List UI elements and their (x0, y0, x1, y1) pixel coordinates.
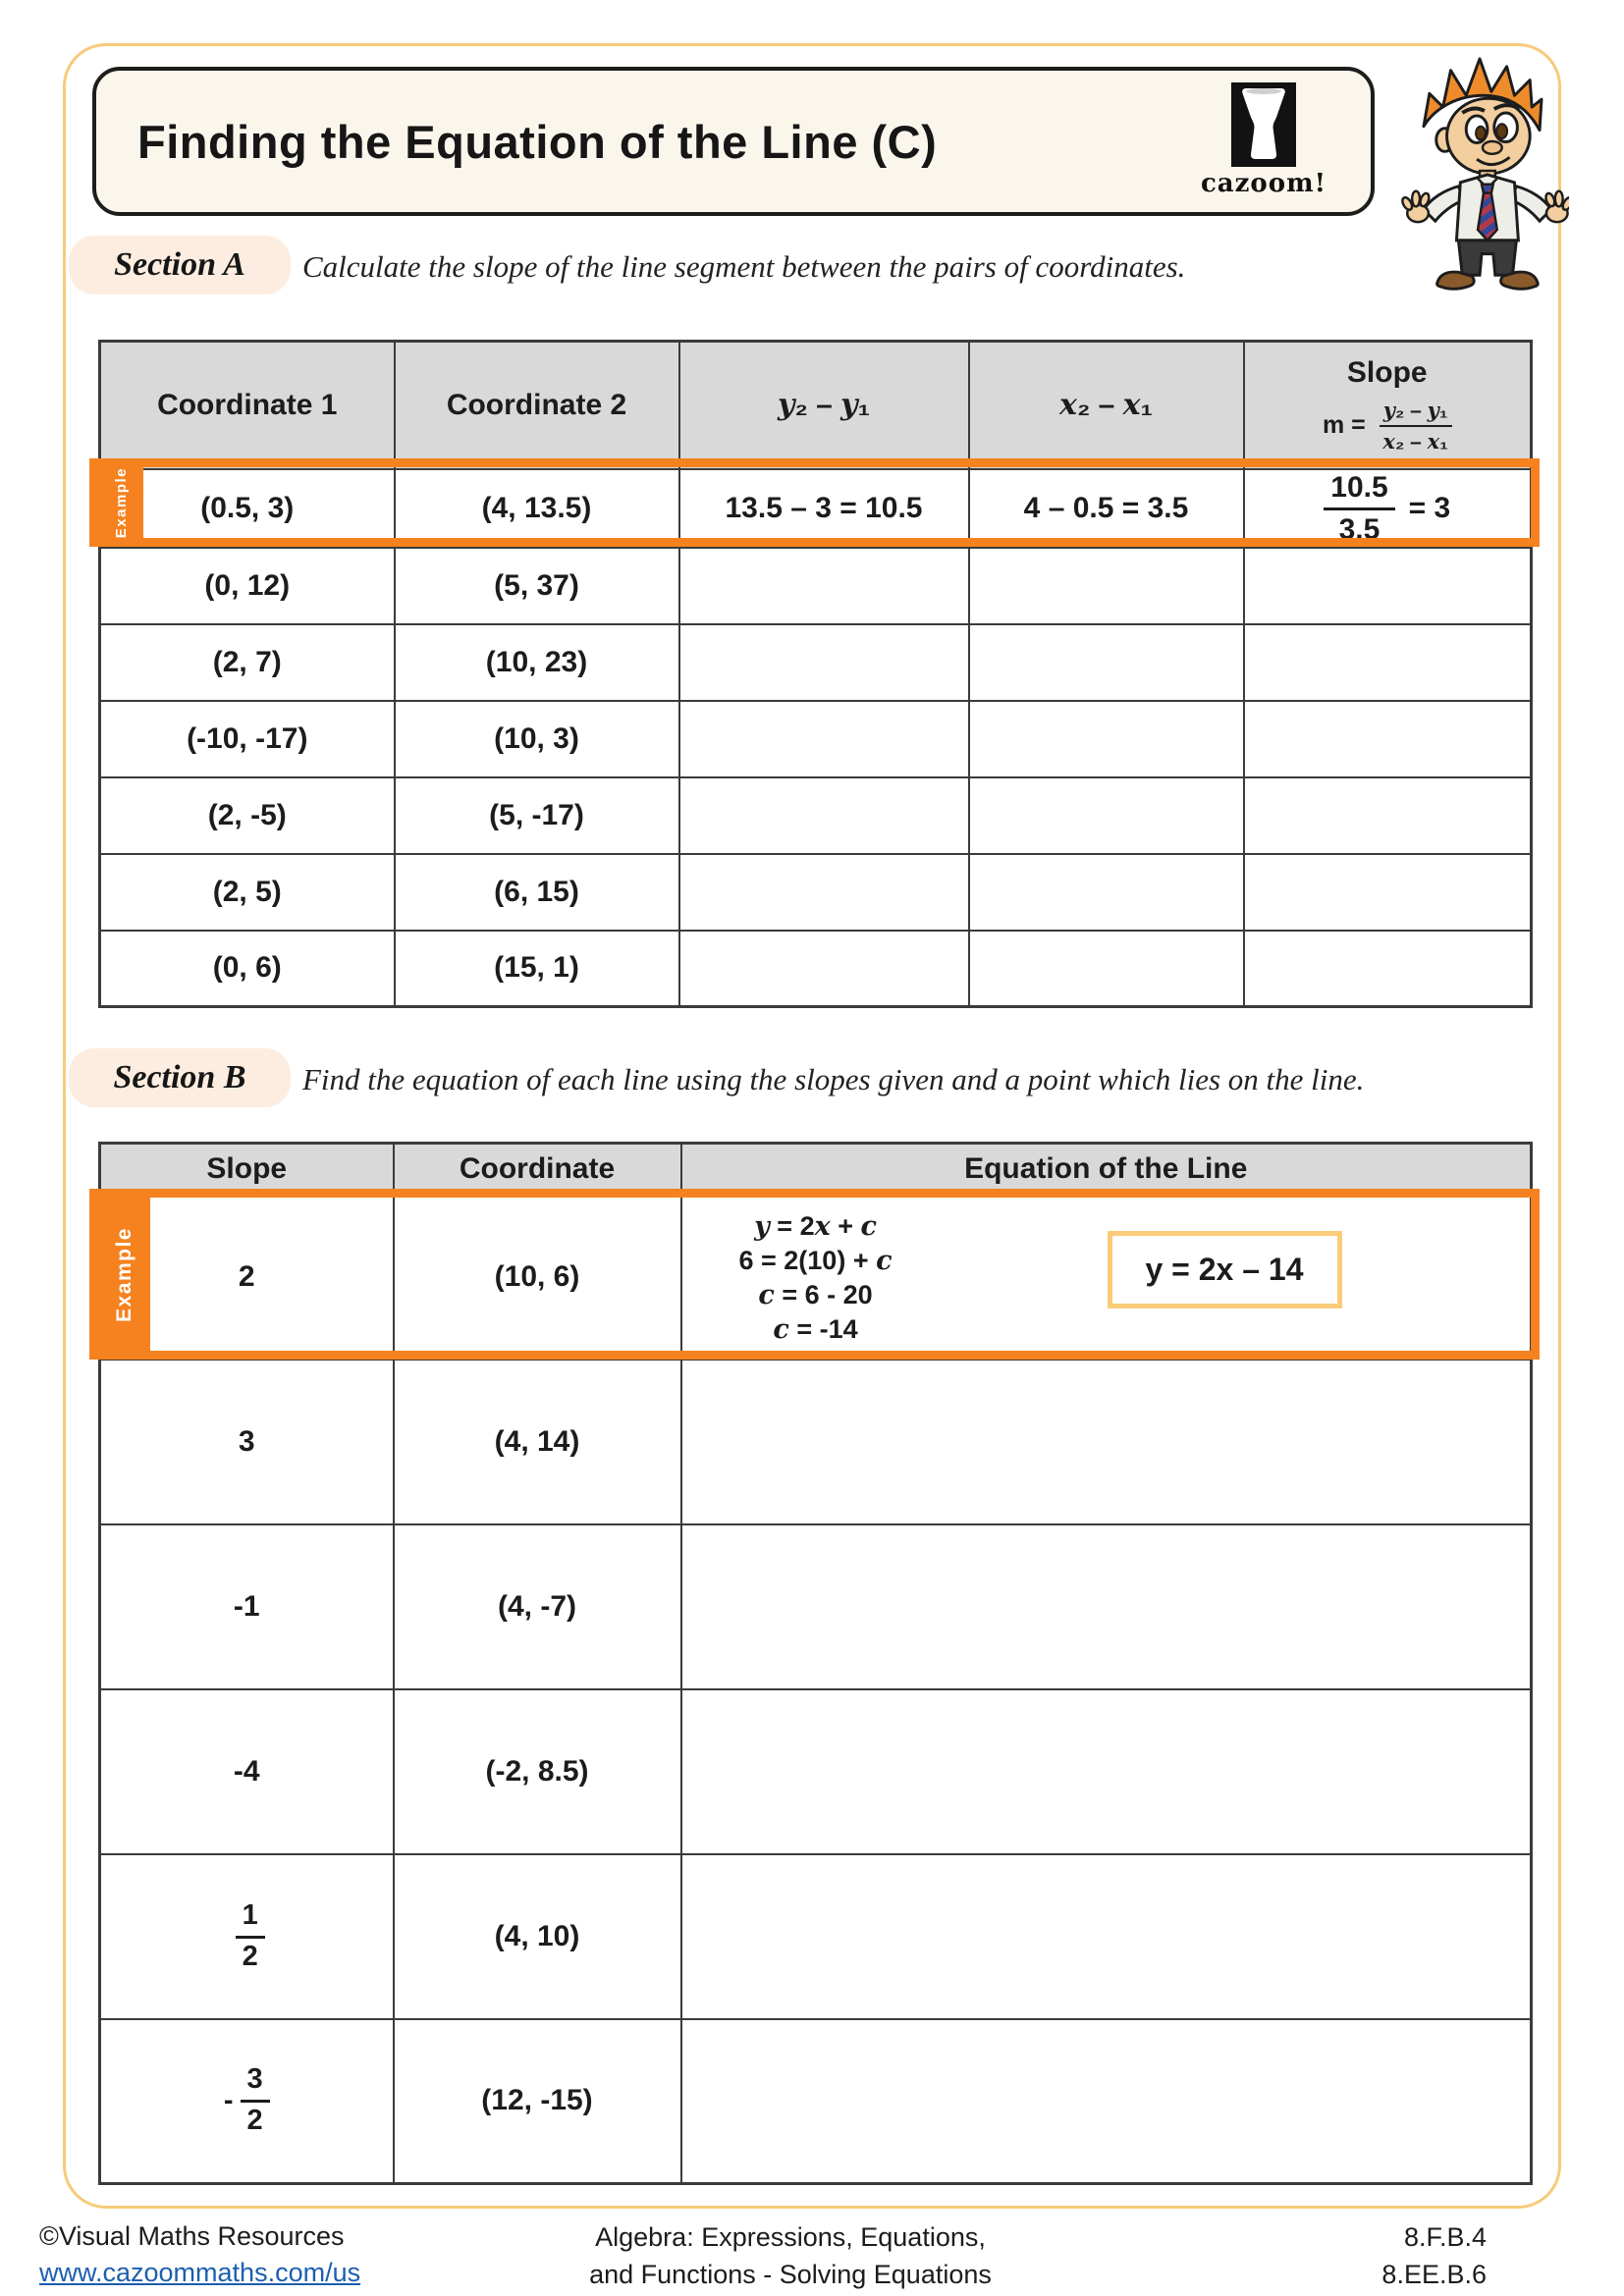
coordinate-cell: (12, -15) (394, 2019, 681, 2184)
cazoom-logo (1190, 82, 1337, 198)
section-a-table (98, 340, 1533, 1008)
dy-answer-cell (679, 548, 969, 624)
slope-answer-cell (1244, 624, 1532, 701)
example-slope-cell: 2 (100, 1195, 394, 1360)
example-dy-cell: 13.5 – 3 = 10.5 (679, 469, 969, 548)
coordinate1-cell: (2, 5) (100, 854, 395, 931)
footer-standards (1381, 2218, 1487, 2293)
example-tab: Example (98, 467, 143, 538)
equation-answer-cell (681, 1524, 1532, 1689)
column-header-slope (1244, 342, 1532, 469)
section-a-pill (69, 236, 291, 294)
coordinate-cell: (4, 14) (394, 1360, 681, 1524)
coordinate-cell: (4, -7) (394, 1524, 681, 1689)
column-header-coordinate2: Coordinate 2 (395, 342, 679, 469)
equation-answer-cell (681, 1360, 1532, 1524)
slope-fraction-cell: $\frac{1}{2}$ (100, 1854, 394, 2019)
coordinate1-cell: (2, -5) (100, 777, 395, 854)
slope-answer-cell (1244, 931, 1532, 1007)
example-dx-cell: 4 – 0.5 = 3.5 (969, 469, 1244, 548)
example-tab: Example (98, 1198, 150, 1351)
section-b-table (98, 1142, 1533, 2185)
dy-answer-cell (679, 701, 969, 777)
section-a-label: Section A (114, 246, 245, 283)
column-header-coordinate1: Coordinate 1 (100, 342, 395, 469)
slope-m-label: m = (1322, 411, 1366, 440)
slope-fraction-cell: - $\frac{3}{2}$ (100, 2019, 394, 2184)
example-coordinate1-cell: (0.5, 3) (100, 469, 395, 548)
dx-answer-cell (969, 931, 1244, 1007)
coordinate2-cell: (6, 15) (395, 854, 679, 931)
dy-answer-cell (679, 854, 969, 931)
example-coordinate-cell: (10, 6) (394, 1195, 681, 1360)
slope-answer-cell (1244, 548, 1532, 624)
djembe-drum-icon (1231, 82, 1296, 167)
dy-answer-cell (679, 624, 969, 701)
topic-line-2: and Functions - Solving Equations (589, 2260, 992, 2289)
dx-answer-cell (969, 701, 1244, 777)
example-working: y = 2x + c 6 = 2(10) + c c = 6 - 20 c = -14 (738, 1210, 893, 1345)
dy-answer-cell (679, 931, 969, 1007)
copyright-text: ©Visual Maths Resources (39, 2221, 345, 2251)
mascot-character (1394, 51, 1569, 293)
section-b-label: Section B (113, 1059, 246, 1095)
slope-cell: -1 (100, 1524, 394, 1689)
coordinate1-cell: (0, 12) (100, 548, 395, 624)
slope-header-label: Slope (1346, 355, 1428, 389)
dy-answer-cell (679, 777, 969, 854)
dx-answer-cell (969, 624, 1244, 701)
column-header-dy: y₂ – y₁ (679, 342, 969, 469)
example-coordinate2-cell: (4, 13.5) (395, 469, 679, 548)
dx-answer-cell (969, 777, 1244, 854)
coordinate-cell: (4, 10) (394, 1854, 681, 2019)
coordinate-cell: (-2, 8.5) (394, 1689, 681, 1854)
section-b-pill (69, 1048, 291, 1107)
dx-answer-cell (969, 548, 1244, 624)
example-answer-box: y = 2x – 14 (1108, 1231, 1342, 1308)
equation-answer-cell (681, 2019, 1532, 2184)
section-a-instruction: Calculate the slope of the line segment between the pairs of coordinates. (302, 249, 1186, 284)
slope-answer-cell (1244, 777, 1532, 854)
example-slope-cell: $\frac{10.5}{3.5}$ = 3 (1244, 469, 1532, 548)
website-link[interactable]: www.cazoommaths.com/us (39, 2258, 361, 2287)
column-header-coordinate: Coordinate (394, 1144, 681, 1195)
standard-code-1: 8.F.B.4 (1403, 2222, 1487, 2252)
section-b-instruction: Find the equation of each line using the slopes given and a point which lies on the line. (302, 1062, 1365, 1096)
example-equation-cell (681, 1195, 1532, 1360)
coordinate1-cell: (0, 6) (100, 931, 395, 1007)
coordinate2-cell: (5, 37) (395, 548, 679, 624)
standard-code-2: 8.EE.B.6 (1381, 2260, 1487, 2289)
slope-answer-cell (1244, 854, 1532, 931)
title-box (92, 67, 1375, 216)
slope-cell: 3 (100, 1360, 394, 1524)
footer-left (39, 2218, 360, 2291)
dx-answer-cell (969, 854, 1244, 931)
coordinate1-cell: (2, 7) (100, 624, 395, 701)
slope-formula-fraction: $\frac{\text{y₂ – y₁}}{\text{x₂ – x₁}}$ (1380, 398, 1452, 454)
column-header-equation: Equation of the Line (681, 1144, 1532, 1195)
coordinate2-cell: (10, 3) (395, 701, 679, 777)
column-header-dx: x₂ – x₁ (969, 342, 1244, 469)
equation-answer-cell (681, 1689, 1532, 1854)
coordinate2-cell: (5, -17) (395, 777, 679, 854)
slope-cell: -4 (100, 1689, 394, 1854)
topic-line-1: Algebra: Expressions, Equations, (595, 2222, 986, 2252)
equation-answer-cell (681, 1854, 1532, 2019)
slope-answer-cell (1244, 701, 1532, 777)
coordinate2-cell: (10, 23) (395, 624, 679, 701)
footer-topic (368, 2218, 1213, 2293)
coordinate1-cell: (-10, -17) (100, 701, 395, 777)
column-header-slope: Slope (100, 1144, 394, 1195)
logo-text: cazoom! (1200, 169, 1327, 198)
coordinate2-cell: (15, 1) (395, 931, 679, 1007)
page-title: Finding the Equation of the Line (C) (137, 115, 938, 168)
